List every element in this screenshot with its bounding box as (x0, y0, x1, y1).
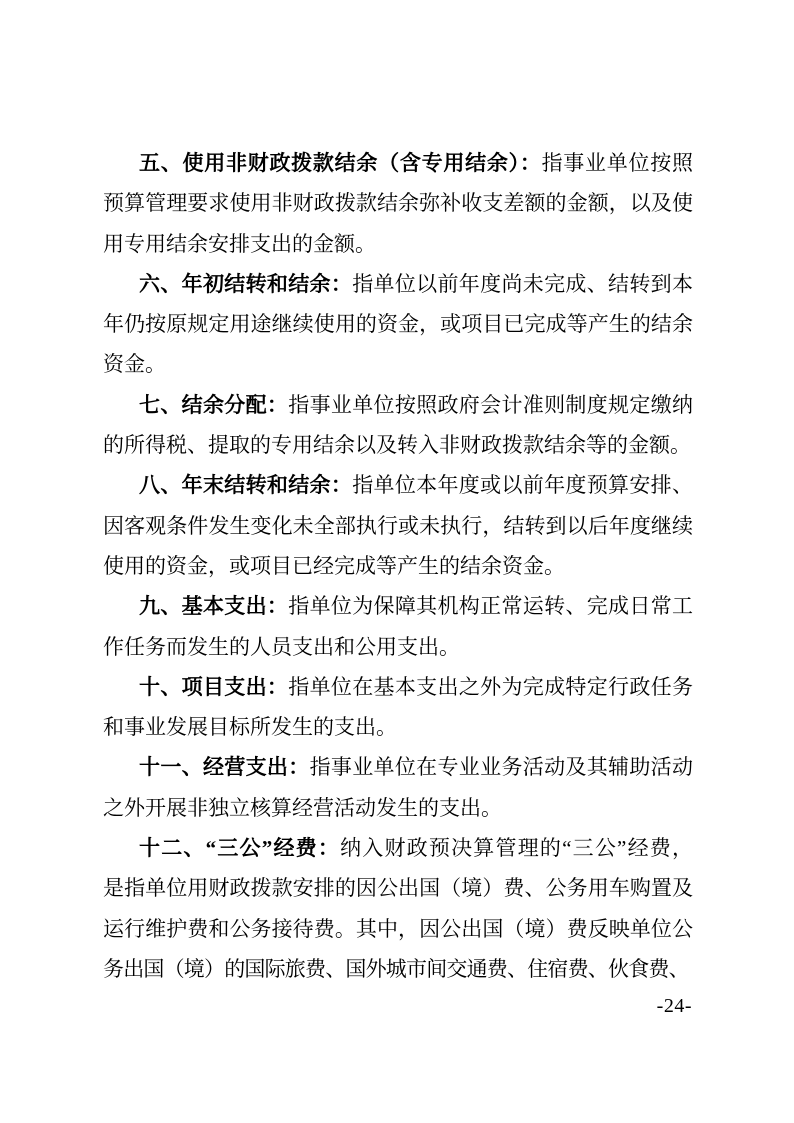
paragraph-line: 因客观条件发生变化未全部执行或未执行，结转到以后年度继续 (103, 513, 693, 538)
definition-text: 指事业单位按照政府会计准则制度规定缴纳 (288, 392, 694, 417)
paragraph-first-line (103, 747, 693, 787)
paragraph-first-line (103, 828, 693, 868)
definition-paragraph (103, 667, 693, 748)
paragraph-line: 运行维护费和公务接待费。其中，因公出国（境）费反映单位公 (103, 916, 693, 941)
term-label: 五、使用非财政拨款结余（含专用结余）： (139, 151, 542, 175)
definition-paragraph (103, 586, 693, 667)
paragraph-line: 使用的资金，或项目已经完成等产生的结余资金。 (103, 553, 565, 578)
paragraph-line: 年仍按原规定用途继续使用的资金，或项目已完成等产生的结余 (103, 312, 693, 337)
definition-text: 指单位本年度或以前年度预算安排、 (352, 473, 694, 498)
definition-paragraph (103, 465, 693, 586)
definition-paragraph (103, 828, 693, 989)
paragraph-first-line (103, 465, 693, 505)
paragraph-first-line (103, 143, 693, 183)
definition-text: 指事业单位在专业业务活动及其辅助活动 (309, 755, 694, 780)
paragraph-line: 和事业发展目标所发生的支出。 (103, 715, 397, 740)
term-label: 十一、经营支出： (139, 755, 310, 780)
definition-paragraph (103, 264, 693, 385)
term-label: 十、项目支出： (139, 674, 289, 699)
page-number: -24- (656, 995, 692, 1017)
definition-text: 指单位为保障其机构正常运转、完成日常工 (288, 594, 694, 619)
definition-paragraph (103, 385, 693, 466)
definition-text: 指单位以前年度尚未完成、结转到本 (352, 271, 694, 296)
term-label: 七、结余分配： (139, 392, 289, 417)
definition-text: 指单位在基本支出之外为完成特定行政任务 (288, 674, 694, 699)
term-label: 十二、“三公”经费： (139, 836, 341, 861)
paragraph-line: 之外开展非独立核算经营活动发生的支出。 (103, 795, 502, 820)
definition-text: 纳入财政预决算管理的“三公”经费， (340, 836, 694, 861)
paragraph-line: 资金。 (103, 352, 166, 377)
paragraph-line: 的所得税、提取的专用结余以及转入非财政拨款结余等的金额。 (103, 433, 691, 458)
paragraph-first-line (103, 667, 693, 707)
paragraph-line: 作任务而发生的人员支出和公用支出。 (103, 634, 460, 659)
definition-text: 指事业单位按照 (541, 151, 694, 175)
definition-paragraph (103, 143, 693, 264)
term-label: 六、年初结转和结余： (139, 271, 353, 296)
paragraph-line: 预算管理要求使用非财政拨款结余弥补收支差额的金额，以及使 (103, 191, 693, 216)
paragraph-first-line (103, 264, 693, 304)
paragraph-first-line (103, 586, 693, 626)
definition-paragraph (103, 747, 693, 828)
paragraph-line: 是指单位用财政拨款安排的因公出国（境）费、公务用车购置及 (103, 876, 693, 901)
term-label: 九、基本支出： (139, 594, 289, 619)
document-body (103, 143, 693, 989)
paragraph-first-line (103, 385, 693, 425)
term-label: 八、年末结转和结余： (139, 473, 353, 498)
paragraph-line: 用专用结余安排支出的金额。 (103, 231, 376, 256)
paragraph-line: 务出国（境）的国际旅费、国外城市间交通费、住宿费、伙食费、 (103, 956, 689, 981)
